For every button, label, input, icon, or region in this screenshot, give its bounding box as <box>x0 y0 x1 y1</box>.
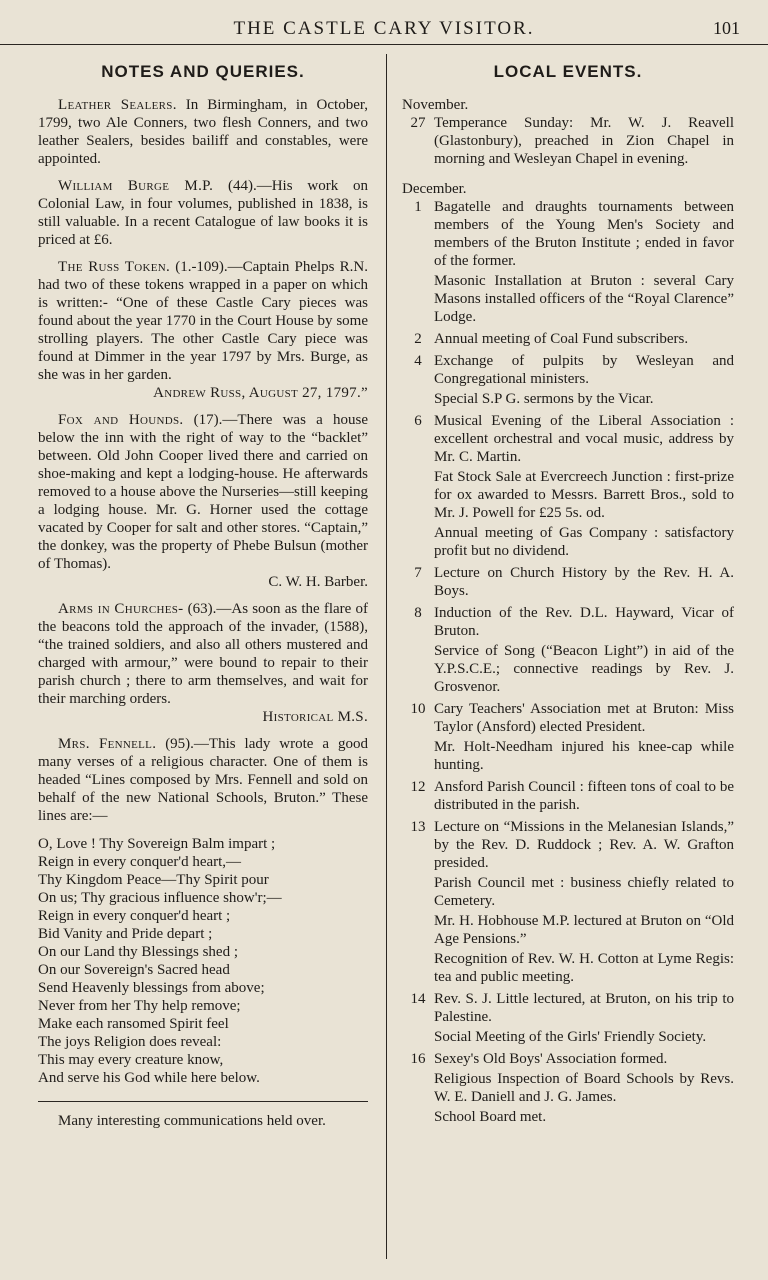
event-item: Lecture on Church History by the Rev. H. A. Boys. <box>434 565 734 599</box>
event-item: Religious Inspection of Board Schools by Revs. W. E. Daniell and J. G. James. <box>434 1071 734 1105</box>
notes-section-title: NOTES AND QUERIES. <box>101 62 305 81</box>
event-day: 2 <box>414 331 422 347</box>
event-day: 27 <box>410 115 426 131</box>
event-item: Mr. Holt-Needham injured his knee-cap while hunting. <box>434 739 734 773</box>
note-signature: Historical M.S. <box>262 709 368 725</box>
event-day: 13 <box>410 819 426 835</box>
local-events-column <box>402 58 734 1126</box>
note-body: (95).—This lady wrote a good many verses of a religious character. One of them is headed “Lines composed by Mrs. Fennell and sold on behalf of the new National Schools, Bruton.” These lines are:— <box>38 736 368 824</box>
note-heading: William Burge M.P. <box>58 178 214 194</box>
event-entry <box>402 700 734 774</box>
event-entry <box>402 778 734 814</box>
events-section-title: LOCAL EVENTS. <box>493 62 643 81</box>
note-russ-token <box>38 258 368 402</box>
note-arms-in-churches <box>38 600 368 726</box>
event-day: 16 <box>410 1051 426 1067</box>
poem-line: Reign in every conquer'd heart ; <box>38 908 231 924</box>
event-item: Ansford Parish Council : fifteen tons of coal to be distributed in the parish. <box>434 779 734 813</box>
event-entry <box>402 198 734 326</box>
event-body <box>434 818 734 986</box>
event-item: Parish Council met : business chiefly related to Cemetery. <box>434 875 734 909</box>
event-entry <box>402 330 734 348</box>
event-item: Fat Stock Sale at Evercreech Junction : first-prize for ox awarded to Messrs. Barrett Bros., sold to Mr. J. Powell for £25 5s. od. <box>434 469 734 521</box>
event-body <box>434 198 734 326</box>
event-item: Rev. S. J. Little lectured, at Bruton, on his trip to Palestine. <box>434 991 734 1025</box>
note-heading: Leather Sealers. <box>58 97 177 113</box>
event-item: Induction of the Rev. D.L. Hayward, Vicar of Bruton. <box>434 605 734 639</box>
note-body: (63).—As soon as the flare of the beacons told the approach of the invader, (1588), “the trained soldiers, and also all others mustered and charged with armour,” were bound to repair to their parish church ; there to arm themselves, and wait for their marching orders. <box>38 601 368 707</box>
note-body: (44).—His work on Colonial Law, in four volumes, published in 1838, is still valuable. In a recent Catalogue of law books it is priced at £6. <box>38 178 369 248</box>
running-header <box>0 14 768 45</box>
event-day: 4 <box>414 353 422 369</box>
note-mrs-fennell <box>38 735 368 825</box>
event-body <box>434 564 734 600</box>
event-body <box>434 330 734 348</box>
note-fox-and-hounds <box>38 411 368 591</box>
poem-line: On us; Thy gracious influence show'r;— <box>38 890 282 906</box>
event-body <box>434 352 734 408</box>
note-heading: Arms in Churches- <box>58 601 184 617</box>
event-entry <box>402 1050 734 1126</box>
note-heading: Fox and Hounds. <box>58 412 184 428</box>
note-heading: Mrs. Fennell. <box>58 736 157 752</box>
event-entry <box>402 352 734 408</box>
event-entry <box>402 990 734 1046</box>
event-body <box>434 778 734 814</box>
event-entry <box>402 412 734 560</box>
month-label-november: November. <box>402 97 469 113</box>
event-item: Annual meeting of Coal Fund subscribers. <box>434 331 689 347</box>
poem-line: Send Heavenly blessings from above; <box>38 980 265 996</box>
poem-line: Thy Kingdom Peace—Thy Spirit pour <box>38 872 269 888</box>
note-heading: The Russ Token. <box>58 259 171 275</box>
poem-line: Never from her Thy help remove; <box>38 998 241 1014</box>
event-day: 10 <box>410 701 426 717</box>
event-body <box>434 412 734 560</box>
event-entry <box>402 114 734 168</box>
event-item: Special S.P G. sermons by the Vicar. <box>434 391 654 407</box>
closing-note: Many interesting communications held over. <box>58 1113 326 1129</box>
event-item: Annual meeting of Gas Company : satisfactory profit but no dividend. <box>434 525 734 559</box>
note-leather-sealers <box>38 96 368 168</box>
page-number: 101 <box>713 18 740 38</box>
event-entry <box>402 818 734 986</box>
notes-and-queries-column <box>38 58 368 1130</box>
publication-title: THE CASTLE CARY VISITOR. <box>233 18 535 39</box>
poem-line: Make each ransomed Spirit feel <box>38 1016 229 1032</box>
event-item: Social Meeting of the Girls' Friendly Society. <box>434 1029 707 1045</box>
event-item: Masonic Installation at Bruton : several Cary Masons installed officers of the “Royal Clarence” Lodge. <box>434 273 734 325</box>
event-item: Musical Evening of the Liberal Association : excellent orchestral and vocal music, address by Mr. C. Martin. <box>434 413 734 465</box>
note-body: (1.-109).—Captain Phelps R.N. had two of these tokens wrapped in a paper on which is written:- “One of these Castle Cary pieces was found about the year 1770 in the Court House by some strolling players. The other Castle Cary piece was found at Dimmer in the year 1797 by Mrs. Burge, as she was in her garden. <box>38 259 369 383</box>
column-divider <box>386 54 387 1259</box>
event-day: 12 <box>410 779 426 795</box>
event-body <box>434 700 734 774</box>
event-body <box>434 604 734 696</box>
month-label-december: December. <box>402 181 467 197</box>
event-body <box>434 114 734 168</box>
fennell-poem <box>38 835 368 1087</box>
poem-line: This may every creature know, <box>38 1052 224 1068</box>
event-item: Service of Song (“Beacon Light”) in aid of the Y.P.S.C.E.; connective readings by Rev. J. Grosvenor. <box>434 643 734 695</box>
event-body <box>434 990 734 1046</box>
poem-line: On our Sovereign's Sacred head <box>38 962 230 978</box>
event-day: 7 <box>414 565 422 581</box>
poem-line: The joys Religion does reveal: <box>38 1034 222 1050</box>
event-item: Cary Teachers' Association met at Bruton: Miss Taylor (Ansford) elected President. <box>434 701 734 735</box>
event-item: Temperance Sunday: Mr. W. J. Reavell (Glastonbury), preached in Zion Chapel in morning and Wesleyan Chapel in evening. <box>434 115 734 167</box>
note-body: (17).—There was a house below the inn with the right of way to the “backlet” between. Old John Cooper lived there and carried on shoe-making and kept a lodging-house. He afterwards removed to a house above the Nurseries—still keeping a lodging house. Mr. G. Horner used the cottage vacated by Cooper for salt and other stores. “Captain,” the donkey, was the property of Phebe Bulsun (mother of Thomas). <box>38 412 368 572</box>
poem-line: On our Land thy Blessings shed ; <box>38 944 238 960</box>
event-item: School Board met. <box>434 1109 547 1125</box>
event-body <box>434 1050 734 1126</box>
event-item: Sexey's Old Boys' Association formed. <box>434 1051 668 1067</box>
note-william-burge <box>38 177 368 249</box>
event-entry <box>402 564 734 600</box>
event-day: 8 <box>414 605 422 621</box>
poem-line: Bid Vanity and Pride depart ; <box>38 926 213 942</box>
section-rule <box>38 1101 368 1102</box>
note-body: In Birmingham, in October, 1799, two Ale Conners, two flesh Conners, and two leather Sealers, besides bailiff and constables, were appointed. <box>38 97 368 167</box>
event-day: 1 <box>414 199 422 215</box>
poem-line: And serve his God while here below. <box>38 1070 260 1086</box>
note-signature: C. W. H. Barber. <box>268 574 368 590</box>
event-day: 6 <box>414 413 422 429</box>
note-signature: Andrew Russ, August 27, 1797.” <box>153 385 368 401</box>
event-item: Recognition of Rev. W. H. Cotton at Lyme Regis: tea and public meeting. <box>434 951 734 985</box>
event-entry <box>402 604 734 696</box>
event-item: Lecture on “Missions in the Melanesian Islands,” by the Rev. D. Ruddock ; Rev. A. W. Grafton presided. <box>434 819 734 871</box>
event-item: Mr. H. Hobhouse M.P. lectured at Bruton on “Old Age Pensions.” <box>434 913 734 947</box>
event-item: Bagatelle and draughts tournaments between members of the Young Men's Society and members of the Bruton Institute ; ended in favor of the former. <box>434 199 734 269</box>
poem-line: Reign in every conquer'd heart,— <box>38 854 242 870</box>
event-day: 14 <box>410 991 426 1007</box>
event-item: Exchange of pulpits by Wesleyan and Congregational ministers. <box>434 353 734 387</box>
poem-line: O, Love ! Thy Sovereign Balm impart ; <box>38 836 276 852</box>
